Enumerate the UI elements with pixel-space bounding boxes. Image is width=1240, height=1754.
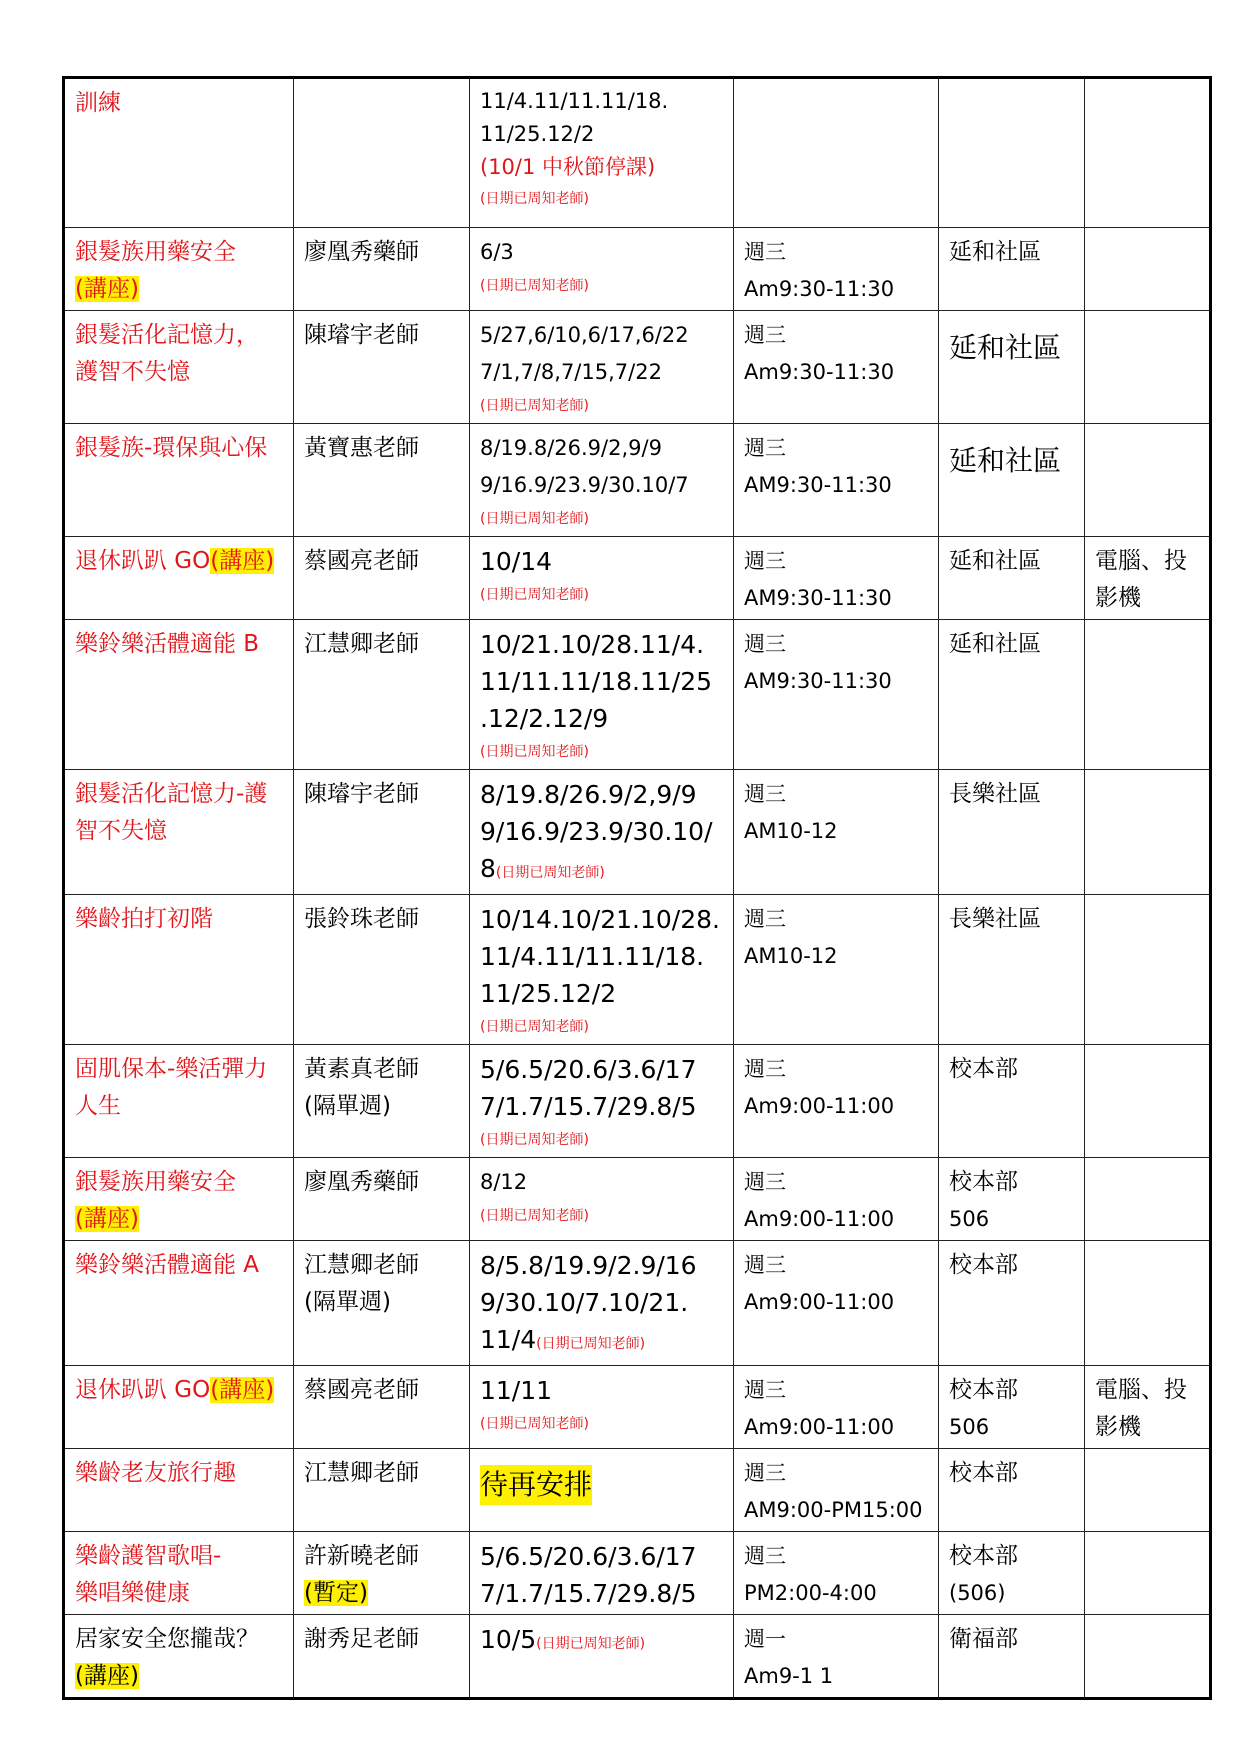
dates-cell (470, 311, 734, 424)
teacher-cell (294, 1532, 470, 1615)
time-cell (734, 620, 939, 770)
time-cell (734, 1615, 939, 1699)
teacher-schedule: (隔單週) (304, 1289, 391, 1315)
table-row (64, 78, 1211, 228)
pending-schedule: 待再安排 (480, 1465, 592, 1505)
weekday: 週三 (744, 1461, 786, 1485)
equipment: 電腦、投 (1095, 548, 1187, 574)
equipment-cell (1085, 620, 1211, 770)
course-name-cell (64, 620, 294, 770)
course-name-cell (64, 424, 294, 537)
location-cell (939, 78, 1085, 228)
course-name-cell (64, 1366, 294, 1449)
time-range: Am9:30-11:30 (744, 277, 895, 301)
weekday: 週三 (744, 436, 786, 460)
notified-note: (日期已周知老師) (480, 278, 589, 294)
location-cell (939, 311, 1085, 424)
course-name: 人生 (75, 1093, 121, 1119)
dates-line: 7/1.7/15.7/29.8/5 (480, 1092, 697, 1121)
equipment: 電腦、投 (1095, 1377, 1187, 1403)
teacher-cell (294, 620, 470, 770)
time-range: AM9:30-11:30 (744, 473, 892, 497)
dates-cell (470, 895, 734, 1045)
weekday: 週三 (744, 1378, 786, 1402)
dates-line: 11/4 (480, 1325, 537, 1354)
course-name-cell (64, 1045, 294, 1158)
dates-cell (470, 537, 734, 620)
dates-cell (470, 1158, 734, 1241)
notified-note: (日期已周知老師) (536, 1336, 646, 1352)
dates-line: .12/2.12/9 (480, 704, 609, 733)
equipment-cell (1085, 1241, 1211, 1366)
notified-note: (日期已周知老師) (480, 587, 589, 603)
course-name: 銀髮活化記憶力-護 (75, 781, 268, 807)
notified-note: (日期已周知老師) (480, 1208, 589, 1224)
table-row (64, 1615, 1211, 1699)
location-cell (939, 1241, 1085, 1366)
course-name-cell (64, 78, 294, 228)
time-cell (734, 1241, 939, 1366)
table-row (64, 1532, 1211, 1615)
teacher-name: 廖凰秀藥師 (304, 239, 419, 265)
notified-note: (日期已周知老師) (536, 1636, 646, 1652)
dates-cell (470, 620, 734, 770)
weekday: 週三 (744, 1253, 786, 1277)
location-cell (939, 895, 1085, 1045)
course-name: 銀髮族用藥安全 (75, 1169, 236, 1195)
table-row (64, 1045, 1211, 1158)
dates-line: 8/19.8/26.9/2,9/9 (480, 436, 662, 460)
teacher-cell (294, 895, 470, 1045)
course-name: 銀髮族-環保與心保 (75, 435, 268, 461)
time-cell (734, 311, 939, 424)
time-range: AM10-12 (744, 944, 838, 968)
lecture-tag: (講座) (210, 1377, 275, 1403)
time-range: AM9:30-11:30 (744, 586, 892, 610)
location: 衛福部 (949, 1626, 1018, 1652)
table-row (64, 424, 1211, 537)
time-range: AM9:00-PM15:00 (744, 1498, 923, 1522)
weekday: 週一 (744, 1627, 786, 1651)
equipment-cell (1085, 1045, 1211, 1158)
teacher-name: 黃寶惠老師 (304, 435, 419, 461)
teacher-cell (294, 770, 470, 895)
time-range: Am9:00-11:00 (744, 1415, 895, 1439)
equipment-cell (1085, 78, 1211, 228)
dates-line: 11/11 (480, 1376, 553, 1405)
course-name: 樂齡護智歌唱- (75, 1543, 222, 1569)
table-row (64, 311, 1211, 424)
dates-cell (470, 1449, 734, 1532)
equipment-cell (1085, 424, 1211, 537)
teacher-name: 許新曉老師 (304, 1543, 419, 1569)
dates-line: 8/5.8/19.9/2.9/16 (480, 1251, 697, 1280)
dates-line: 8 (480, 854, 496, 883)
teacher-cell (294, 1241, 470, 1366)
time-range: Am9:30-11:30 (744, 360, 895, 384)
teacher-schedule: (隔單週) (304, 1093, 391, 1119)
notified-note: (日期已周知老師) (495, 865, 605, 881)
weekday: 週三 (744, 782, 786, 806)
dates-cell (470, 770, 734, 895)
location-cell (939, 1449, 1085, 1532)
weekday: 週三 (744, 907, 786, 931)
equipment: 影機 (1095, 585, 1141, 611)
course-schedule-table (62, 76, 1212, 1700)
time-cell (734, 537, 939, 620)
course-name-cell (64, 537, 294, 620)
weekday: 週三 (744, 1170, 786, 1194)
location: 延和社區 (949, 239, 1041, 265)
dates-line: 9/16.9/23.9/30.10/7 (480, 473, 689, 497)
course-name: 護智不失憶 (75, 359, 190, 385)
equipment: 影機 (1095, 1414, 1141, 1440)
dates-line: 11/25.12/2 (480, 979, 617, 1008)
location-cell (939, 1045, 1085, 1158)
location-cell (939, 770, 1085, 895)
dates-line: 10/14 (480, 547, 553, 576)
time-cell (734, 770, 939, 895)
teacher-cell (294, 78, 470, 228)
location: 校本部 (949, 1252, 1018, 1278)
location-cell (939, 228, 1085, 311)
lecture-tag: (講座) (210, 548, 275, 574)
table-row (64, 1241, 1211, 1366)
location: 校本部 (949, 1056, 1018, 1082)
dates-cell (470, 228, 734, 311)
dates-line: 11/11.11/18.11/25 (480, 667, 713, 696)
location: 延和社區 (949, 631, 1041, 657)
table-row (64, 1158, 1211, 1241)
teacher-name: 謝秀足老師 (304, 1626, 419, 1652)
dates-cell (470, 1366, 734, 1449)
notified-note: (日期已周知老師) (480, 191, 589, 207)
course-name: 樂齡拍打初階 (75, 906, 213, 932)
dates-cell (470, 78, 734, 228)
table-row (64, 228, 1211, 311)
dates-cell (470, 1045, 734, 1158)
course-name: 樂鈴樂活體適能 A (75, 1252, 260, 1278)
location-cell (939, 424, 1085, 537)
course-name: 退休趴趴 GO (75, 1377, 211, 1403)
notified-note: (日期已周知老師) (480, 1019, 589, 1035)
dates-line: 11/25.12/2 (480, 122, 595, 146)
notified-note: (日期已周知老師) (480, 744, 589, 760)
weekday: 週三 (744, 549, 786, 573)
course-name-cell (64, 228, 294, 311)
course-name-cell (64, 895, 294, 1045)
dates-line: 5/6.5/20.6/3.6/17 (480, 1542, 697, 1571)
course-name-cell (64, 770, 294, 895)
course-name: 樂唱樂健康 (75, 1580, 190, 1606)
time-cell (734, 1045, 939, 1158)
weekday: 週三 (744, 1544, 786, 1568)
teacher-cell (294, 1045, 470, 1158)
teacher-name: 江慧卿老師 (304, 1252, 419, 1278)
equipment-cell (1085, 895, 1211, 1045)
time-range: Am9-1 1 (744, 1664, 834, 1688)
room-number: 506 (949, 1415, 990, 1439)
course-name: 居家安全您攏哉？ (75, 1626, 259, 1652)
location: 校本部 (949, 1377, 1018, 1403)
course-name: 銀髮族用藥安全 (75, 239, 236, 265)
table-row (64, 1366, 1211, 1449)
equipment-cell (1085, 1449, 1211, 1532)
weekday: 週三 (744, 240, 786, 264)
dates-line: 9/16.9/23.9/30.10/ (480, 817, 713, 846)
time-cell (734, 424, 939, 537)
lecture-tag: (講座) (75, 1663, 139, 1689)
course-name-cell (64, 1532, 294, 1615)
teacher-cell (294, 1615, 470, 1699)
tentative-tag: (暫定) (304, 1580, 368, 1606)
time-range: AM9:30-11:30 (744, 669, 892, 693)
location: 延和社區 (949, 444, 1062, 477)
time-range: AM10-12 (744, 819, 838, 843)
course-name: 樂鈴樂活體適能 B (75, 631, 260, 657)
time-range: Am9:00-11:00 (744, 1094, 895, 1118)
time-range: Am9:00-11:00 (744, 1207, 895, 1231)
teacher-cell (294, 1449, 470, 1532)
dates-line: 5/27,6/10,6/17,6/22 (480, 323, 689, 347)
teacher-name: 廖凰秀藥師 (304, 1169, 419, 1195)
time-cell (734, 1366, 939, 1449)
course-name: 固肌保本-樂活彈力 (75, 1056, 268, 1082)
dates-line: 8/12 (480, 1170, 528, 1194)
location-cell (939, 1615, 1085, 1699)
teacher-name: 陳璿宇老師 (304, 781, 419, 807)
room-number: 506 (949, 1207, 990, 1231)
weekday: 週三 (744, 323, 786, 347)
teacher-name: 黃素真老師 (304, 1056, 419, 1082)
course-name-cell (64, 311, 294, 424)
teacher-cell (294, 537, 470, 620)
equipment-cell (1085, 311, 1211, 424)
dates-line: 11/4.11/11.11/18. (480, 942, 705, 971)
dates-line: 9/30.10/7.10/21. (480, 1288, 689, 1317)
dates-cell (470, 1532, 734, 1615)
teacher-name: 蔡國亮老師 (304, 1377, 419, 1403)
location: 校本部 (949, 1543, 1018, 1569)
equipment-cell (1085, 1615, 1211, 1699)
equipment-cell (1085, 1158, 1211, 1241)
course-name: 退休趴趴 GO (75, 548, 211, 574)
dates-line: 5/6.5/20.6/3.6/17 (480, 1055, 697, 1084)
lecture-tag: (講座) (75, 276, 139, 302)
notified-note: (日期已周知老師) (480, 1416, 589, 1432)
teacher-cell (294, 228, 470, 311)
time-range: PM2:00-4:00 (744, 1581, 877, 1605)
course-name: 智不失憶 (75, 818, 167, 844)
dates-line: 7/1,7/8,7/15,7/22 (480, 360, 662, 384)
dates-cell (470, 424, 734, 537)
time-cell (734, 228, 939, 311)
location-cell (939, 1532, 1085, 1615)
table-row (64, 895, 1211, 1045)
location: 延和社區 (949, 331, 1062, 364)
table-row (64, 537, 1211, 620)
location: 校本部 (949, 1169, 1018, 1195)
time-cell (734, 1449, 939, 1532)
location: 延和社區 (949, 548, 1041, 574)
time-cell (734, 895, 939, 1045)
lecture-tag: (講座) (75, 1206, 139, 1232)
schedule-body (64, 78, 1211, 1699)
teacher-name: 張鈴珠老師 (304, 906, 419, 932)
course-name-cell (64, 1241, 294, 1366)
equipment-cell (1085, 1532, 1211, 1615)
teacher-cell (294, 1158, 470, 1241)
notified-note: (日期已周知老師) (480, 511, 589, 527)
course-name-cell (64, 1158, 294, 1241)
weekday: 週三 (744, 1057, 786, 1081)
course-name-cell (64, 1449, 294, 1532)
teacher-name: 陳璿宇老師 (304, 322, 419, 348)
equipment-cell (1085, 537, 1211, 620)
course-name: 訓練 (75, 90, 121, 116)
equipment-cell (1085, 228, 1211, 311)
teacher-cell (294, 424, 470, 537)
time-cell (734, 78, 939, 228)
location-cell (939, 537, 1085, 620)
weekday: 週三 (744, 632, 786, 656)
location-cell (939, 1158, 1085, 1241)
course-name-cell (64, 1615, 294, 1699)
teacher-name: 江慧卿老師 (304, 631, 419, 657)
equipment-cell (1085, 770, 1211, 895)
dates-line: 7/1.7/15.7/29.8/5 (480, 1579, 697, 1608)
notified-note: (日期已周知老師) (480, 398, 589, 414)
dates-line: 10/21.10/28.11/4. (480, 630, 705, 659)
table-row (64, 620, 1211, 770)
equipment-cell (1085, 1366, 1211, 1449)
teacher-name: 江慧卿老師 (304, 1460, 419, 1486)
time-range: Am9:00-11:00 (744, 1290, 895, 1314)
dates-cell (470, 1615, 734, 1699)
teacher-name: 蔡國亮老師 (304, 548, 419, 574)
dates-line: 10/14.10/21.10/28. (480, 905, 720, 934)
location-cell (939, 1366, 1085, 1449)
course-name: 銀髮活化記憶力， (75, 322, 259, 348)
room-number: (506) (949, 1581, 1006, 1605)
notified-note: (日期已周知老師) (480, 1132, 589, 1148)
time-cell (734, 1532, 939, 1615)
holiday-note: (10/1 中秋節停課) (480, 155, 656, 179)
teacher-cell (294, 311, 470, 424)
dates-line: 11/4.11/11.11/18. (480, 89, 669, 113)
dates-line: 8/19.8/26.9/2,9/9 (480, 780, 697, 809)
teacher-cell (294, 1366, 470, 1449)
table-row (64, 1449, 1211, 1532)
location-cell (939, 620, 1085, 770)
location: 校本部 (949, 1460, 1018, 1486)
location: 長樂社區 (949, 906, 1041, 932)
location: 長樂社區 (949, 781, 1041, 807)
dates-line: 10/5 (480, 1625, 537, 1654)
dates-line: 6/3 (480, 240, 514, 264)
course-name: 樂齡老友旅行趣 (75, 1460, 236, 1486)
time-cell (734, 1158, 939, 1241)
dates-cell (470, 1241, 734, 1366)
table-row (64, 770, 1211, 895)
